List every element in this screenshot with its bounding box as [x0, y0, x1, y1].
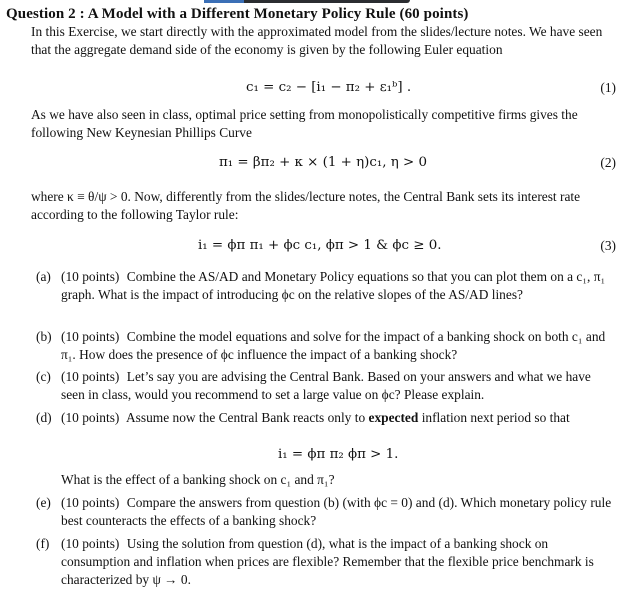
item-a — [36, 268, 617, 304]
item-b-label: (b) — [36, 329, 52, 344]
item-c — [36, 368, 617, 404]
item-f-text: Using the solution from question (d), what is the impact of a banking shock on consumption and inflation when prices are flexible? Remember that the flexible price benchmark is characterized by ψ → 0. — [61, 536, 594, 587]
item-b-points: (10 points) — [61, 329, 120, 344]
equation-1-number: (1) — [600, 80, 616, 95]
item-b-text: Combine the model equations and solve for the impact of a banking shock on both c₁ and π₁. How does the presence of ϕc influence the impact of a banking shock? — [61, 329, 606, 362]
item-f-points: (10 points) — [61, 536, 120, 551]
item-e-text: Compare the answers from question (b) (with ϕc = 0) and (d). Which monetary policy rule best counteracts the effects of a banking shock? — [61, 495, 612, 528]
item-d-text-before: Assume now the Central Bank reacts only to — [126, 410, 366, 425]
window-top-bar-accent — [204, 0, 244, 3]
question-title: Question 2 : A Model with a Different Monetary Policy Rule (60 points) — [6, 6, 469, 22]
item-c-text: Let’s say you are advising the Central Bank. Based on your answers and what we have seen in class, would you recommend to set a large value on ϕc? Please explain. — [61, 369, 591, 402]
item-a-points: (10 points) — [61, 269, 120, 284]
item-d-points: (10 points) — [61, 410, 120, 425]
taylor-rule-paragraph: where κ ≡ θ/ψ > 0. Now, differently from the slides/lecture notes, the Central Bank sets its interest rate according to the following Taylor rule: — [31, 189, 581, 222]
item-e-label: (e) — [36, 495, 51, 510]
window-top-bar — [204, 0, 410, 3]
equation-3-formula: i₁ = ϕπ π₁ + ϕc c₁, ϕπ > 1 & ϕc ≥ 0. — [198, 238, 442, 253]
item-f-label: (f) — [36, 536, 50, 551]
item-d-text-after: inflation next period so that — [421, 410, 570, 425]
item-d-label: (d) — [36, 410, 52, 425]
item-e-points: (10 points) — [61, 495, 120, 510]
intro-paragraph: In this Exercise, we start directly with the approximated model from the slides/lecture notes. We have seen that the aggregate demand side of the economy is given by the following Euler equation — [31, 24, 603, 57]
item-f — [36, 535, 617, 589]
equation-2-number: (2) — [600, 155, 616, 170]
equation-1-formula: c₁ = c₂ − [i₁ − π₂ + ε₁ᵇ] . — [246, 80, 412, 95]
item-d-followup: What is the effect of a banking shock on c₁ and π₁? — [61, 472, 335, 487]
item-c-label: (c) — [36, 369, 51, 384]
item-b — [36, 328, 617, 364]
equation-3-number: (3) — [600, 238, 616, 253]
item-a-text: Combine the AS/AD and Monetary Policy equations so that you can plot them on a c₁, π₁ graph. What is the impact of introducing ϕc on the relative slopes of the AS/AD lines? — [61, 269, 606, 302]
equation-2-formula: π₁ = βπ₂ + κ × (1 + η)c₁, η > 0 — [219, 155, 428, 170]
item-a-label: (a) — [36, 269, 51, 284]
equation-4-formula: i₁ = ϕπ π₂ ϕπ > 1. — [278, 447, 399, 462]
item-e — [36, 494, 617, 530]
item-d-emphasis: expected — [368, 410, 419, 425]
phillips-curve-paragraph: As we have also seen in class, optimal price setting from monopolistically competitive firms gives the following New Keynesian Phillips Curve — [31, 107, 578, 140]
item-d — [36, 409, 617, 427]
item-c-points: (10 points) — [61, 369, 120, 384]
